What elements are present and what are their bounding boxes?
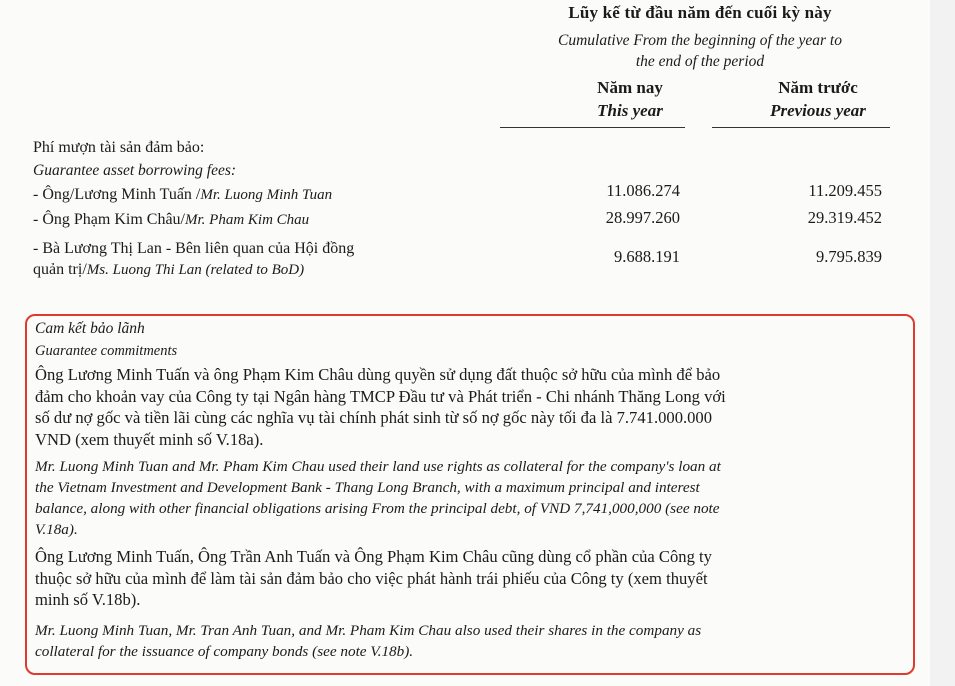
fee-row-label-en: Mr. Pham Kim Chau	[185, 212, 310, 228]
fee-row-label	[33, 238, 354, 281]
section-title-en: Guarantee asset borrowing fees:	[33, 162, 237, 179]
paragraph-line: Ông Lương Minh Tuấn, Ông Trần Anh Tuấn và Ông Phạm Kim Châu cũng dùng cổ phần của Công ty	[35, 547, 712, 566]
paragraph-1-vi	[35, 364, 915, 450]
fee-row-previous-year: 29.319.452	[807, 208, 882, 227]
paragraph-2-vi	[35, 546, 915, 611]
paragraph-line: the Vietnam Investment and Development Bank - Thang Long Branch, with a maximum principal and interest	[35, 479, 700, 496]
this-year-en: This year	[597, 101, 663, 120]
fee-row-label-en: Mr. Luong Minh Tuan	[200, 187, 333, 203]
paragraph-line: Ông Lương Minh Tuấn và ông Phạm Kim Châu dùng quyền sử dụng đất thuộc sở hữu của mình để bảo	[35, 365, 721, 384]
paragraph-2-en	[35, 620, 915, 662]
paragraph-1-en	[35, 456, 915, 540]
cumulative-header-vi: Lũy kế từ đầu năm đến cuối kỳ này	[568, 3, 832, 22]
paragraph-line: VND (xem thuyết minh số V.18a).	[35, 429, 264, 449]
paragraph-line: collateral for the issuance of company bonds (see note V.18b).	[35, 643, 414, 660]
fee-row-this-year: 11.086.274	[606, 181, 680, 200]
this-year-vi: Năm nay	[597, 78, 663, 97]
fee-row-label-en: Ms. Luong Thi Lan (related to BoD)	[86, 262, 305, 278]
paragraph-line: số dư nợ gốc và tiền lãi cùng các nghĩa vụ tài chính phát sinh từ số nợ gốc này tối đa là 7.741.000.000	[35, 408, 713, 427]
paragraph-line: đảm cho khoản vay của Công ty tại Ngân hàng TMCP Đầu tư và Phát triển - Chi nhánh Thăng Long với	[35, 386, 726, 406]
column-rule-previous-year	[712, 127, 890, 128]
cumulative-header-en-line1: Cumulative From the beginning of the year to	[558, 32, 842, 49]
fee-row-label	[33, 209, 309, 231]
column-rule-this-year	[500, 127, 685, 128]
paragraph-line: balance, along with other financial obligations arising From the principal debt, of VND 7,741,000,000 (see note	[35, 500, 720, 517]
commitments-title-vi: Cam kết bảo lãnh	[35, 320, 145, 337]
paragraph-line: minh số V.18b).	[35, 590, 141, 609]
fee-row-label-vi2: quản trị/	[33, 261, 87, 278]
section-title-vi: Phí mượn tài sản đảm bảo:	[33, 139, 205, 156]
column-header-this-year	[530, 76, 730, 122]
fee-row-label	[33, 184, 332, 206]
previous-year-vi: Năm trước	[778, 78, 858, 97]
paragraph-line: V.18a).	[35, 521, 78, 538]
fee-row-this-year: 9.688.191	[614, 247, 680, 266]
cumulative-header-en	[500, 30, 900, 72]
paragraph-line: Mr. Luong Minh Tuan, Mr. Tran Anh Tuan, and Mr. Pham Kim Chau also used their shares in the company as	[35, 622, 702, 639]
paragraph-line: thuộc sở hữu của mình để làm tài sản đảm bảo cho việc phát hành trái phiếu của Công ty (xem thuyết	[35, 568, 708, 588]
fee-row-label-vi: - Ông Phạm Kim Châu/	[33, 211, 185, 228]
commitments-title-en: Guarantee commitments	[35, 343, 178, 359]
column-header-previous-year	[718, 76, 918, 122]
previous-year-en: Previous year	[770, 101, 866, 120]
fee-row-label-vi: - Ông/Lương Minh Tuấn /	[33, 186, 201, 203]
fee-row-previous-year: 11.209.455	[808, 181, 882, 200]
paragraph-line: Mr. Luong Minh Tuan and Mr. Pham Kim Chau used their land use rights as collateral for the company's loan at	[35, 458, 721, 475]
fee-row-previous-year: 9.795.839	[816, 247, 882, 266]
fee-row-this-year: 28.997.260	[605, 208, 680, 227]
cumulative-header-en-line2: the end of the period	[635, 53, 765, 70]
fee-row-label-vi: - Bà Lương Thị Lan - Bên liên quan của Hội đồng	[33, 240, 355, 257]
